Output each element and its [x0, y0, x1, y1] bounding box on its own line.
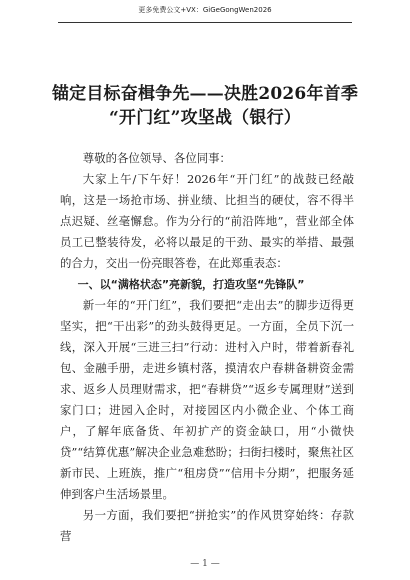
section-1-paragraph-1: 新一年的“开门红”，我们要把“走出去”的脚步迈得更坚实，把“干出彩”的劲头鼓得更足。一方面，全员下沉一线，深入开展“三进三扫”行动：进村入户时，带着新春礼包、金融手册，走进乡镇村落，摸清农户春耕备耕资金需求、返乡人员理财需求，把“春耕贷”“返乡专属理财”送到家门口；进园入企时，对接园区内小微企业、个体工商户，了解年底备货、年初扩产的资金缺口，用“小微快贷”“结算优惠”解决企业急难愁盼；扫街扫楼时，聚焦社区新市民、上班族，推广“租房贷”“信用卡分期”，把服务延伸到客户生活场景里。 [60, 298, 354, 501]
section-1-paragraph-2: 另一方面，我们要把“拼抢实”的作风贯穿始终：存款营 [60, 508, 354, 543]
header-text: 更多免费公文+VX：GiGeGongWen2026 [138, 6, 272, 14]
intro-paragraph: 大家上午/下午好！2026年“开门红”的战鼓已经敲响，这是一场抢市场、拼业绩、比担当的硬仗，容不得半点迟疑、丝毫懈怠。作为分行的“前沿阵地”，营业部全体员工已整装待发，必将以最足的干劲、最实的举措、最强的合力，交出一份亮眼答卷，在此郑重表态： [60, 172, 354, 270]
document-title-line-1: 锚定目标奋楫争先——决胜2026年首季 [51, 84, 359, 104]
page-header [58, 0, 352, 23]
section-1-heading: 一、以“满格状态”亮新貌，打造攻坚“先锋队” [77, 278, 305, 291]
document-title-line-2: “开门红”攻坚战（银行） [109, 108, 301, 128]
greeting-paragraph: 尊敬的各位领导、各位同事： [82, 151, 231, 165]
document-body [60, 148, 354, 547]
page-number: — 1 — [190, 559, 220, 569]
